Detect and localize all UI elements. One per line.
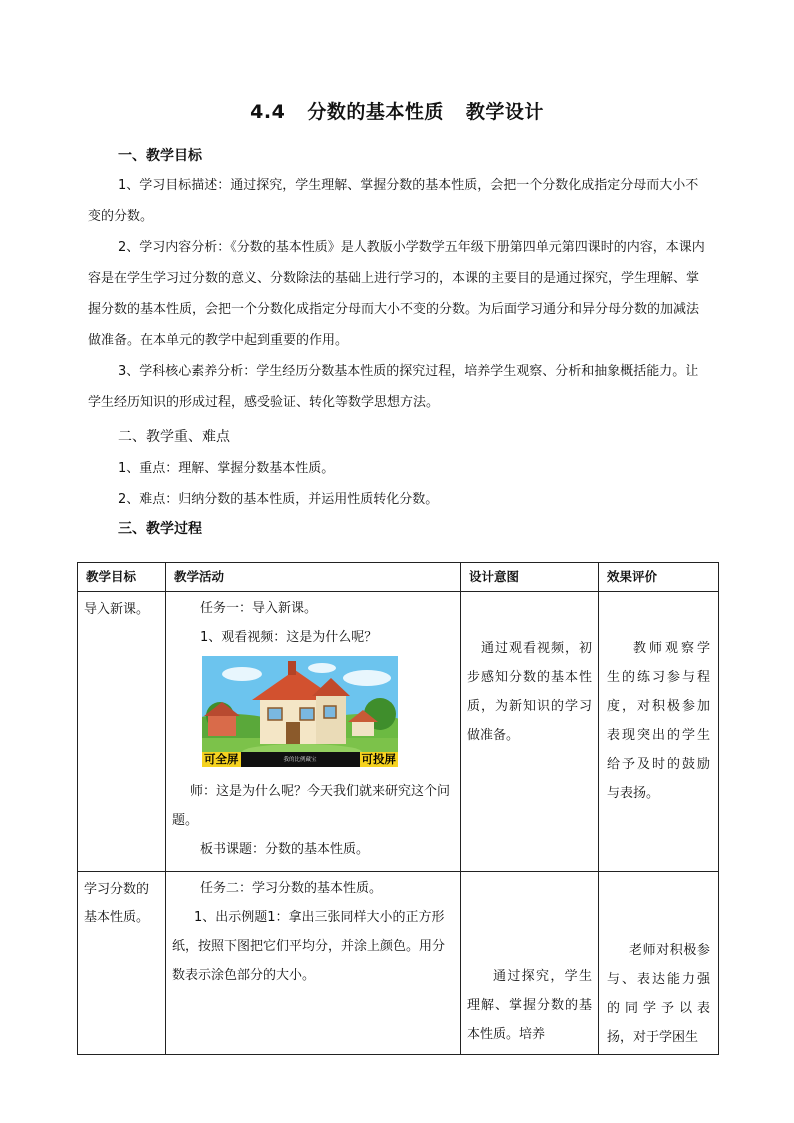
activity-cell — [166, 592, 461, 872]
literacy-analysis: 3、学科核心素养分析：学生经历分数基本性质的探究过程，培养学生观察、分析和抽象概括能力。让学生经历知识的形成过程，感受验证、转化等数学思想方法。 — [88, 364, 699, 410]
table-row — [78, 592, 719, 872]
task-label: 任务二：学习分数的基本性质。 — [200, 881, 383, 896]
header-cell: 教学目标 — [78, 563, 166, 592]
video-scene — [202, 656, 398, 767]
header-cell: 效果评价 — [599, 563, 719, 592]
title-number: 4.4 — [250, 101, 286, 123]
goal-cell: 导入新课。 — [78, 592, 166, 872]
evaluation-cell: 老师对积极参与、表达能力强的同学予以表扬，对于学困生 — [599, 872, 719, 1055]
objective-description: 1、学习目标描述：通过探究，学生理解、掌握分数的基本性质，会把一个分数化成指定分母而大小不变的分数。 — [88, 178, 699, 224]
teaching-process-table — [77, 562, 719, 1055]
content-analysis: 2、学习内容分析：《分数的基本性质》是人教版小学数学五年级下册第四单元第四课时的内容，本课内容是在学生学习过分数的意义、分数除法的基础上进行学习的，本课的主要目的是通过探究，学生理解、掌握分数的基本性质，会把一个分数化成指定分母而大小不变的分数。为后面学习通分和异分母分数的加减法做准备。在本单元的教学中起到重要的作用。 — [88, 240, 705, 348]
example-text: 1、出示例题1：拿出三张同样大小的正方形纸，按照下图把它们平均分，并涂上颜色。用分数表示涂色部分的大小。 — [172, 910, 446, 983]
video-caption: 我的比例藏宝 — [283, 757, 317, 763]
intent-cell: 通过探究，学生理解、掌握分数的基本性质。培养 — [461, 872, 599, 1055]
section-heading-key-points: 二、教学重、难点 — [118, 429, 230, 445]
cast-button[interactable]: 可投屏 — [361, 752, 396, 766]
evaluation-cell: 教师观察学生的练习参与程度，对积极参加表现突出的学生给予及时的鼓励与表扬。 — [599, 592, 719, 872]
task-label: 任务一：导入新课。 — [200, 601, 318, 616]
title-main: 分数的基本性质 — [307, 101, 444, 123]
section-heading-process: 三、教学过程 — [118, 521, 202, 537]
title-suffix: 教学设计 — [465, 101, 544, 123]
activity-cell — [166, 872, 461, 1055]
key-point: 1、重点：理解、掌握分数基本性质。 — [118, 461, 335, 476]
header-cell: 设计意图 — [461, 563, 599, 592]
section-heading-objectives: 一、教学目标 — [118, 148, 202, 164]
step-label: 1、观看视频：这是为什么呢？ — [200, 630, 378, 645]
video-thumbnail[interactable] — [202, 656, 398, 767]
table-header-row — [78, 563, 719, 592]
board-title: 板书课题：分数的基本性质。 — [200, 842, 370, 857]
goal-cell: 学习分数的基本性质。 — [78, 872, 166, 1055]
document-title — [0, 97, 794, 124]
fullscreen-button[interactable]: 可全屏 — [204, 752, 239, 766]
difficult-point: 2、难点：归纳分数的基本性质，并运用性质转化分数。 — [118, 492, 439, 507]
intent-cell: 通过观看视频，初步感知分数的基本性质，为新知识的学习做准备。 — [461, 592, 599, 872]
teacher-question: 师：这是为什么呢？今天我们就来研究这个问题。 — [172, 784, 451, 828]
table-row — [78, 872, 719, 1055]
header-cell: 教学活动 — [166, 563, 461, 592]
